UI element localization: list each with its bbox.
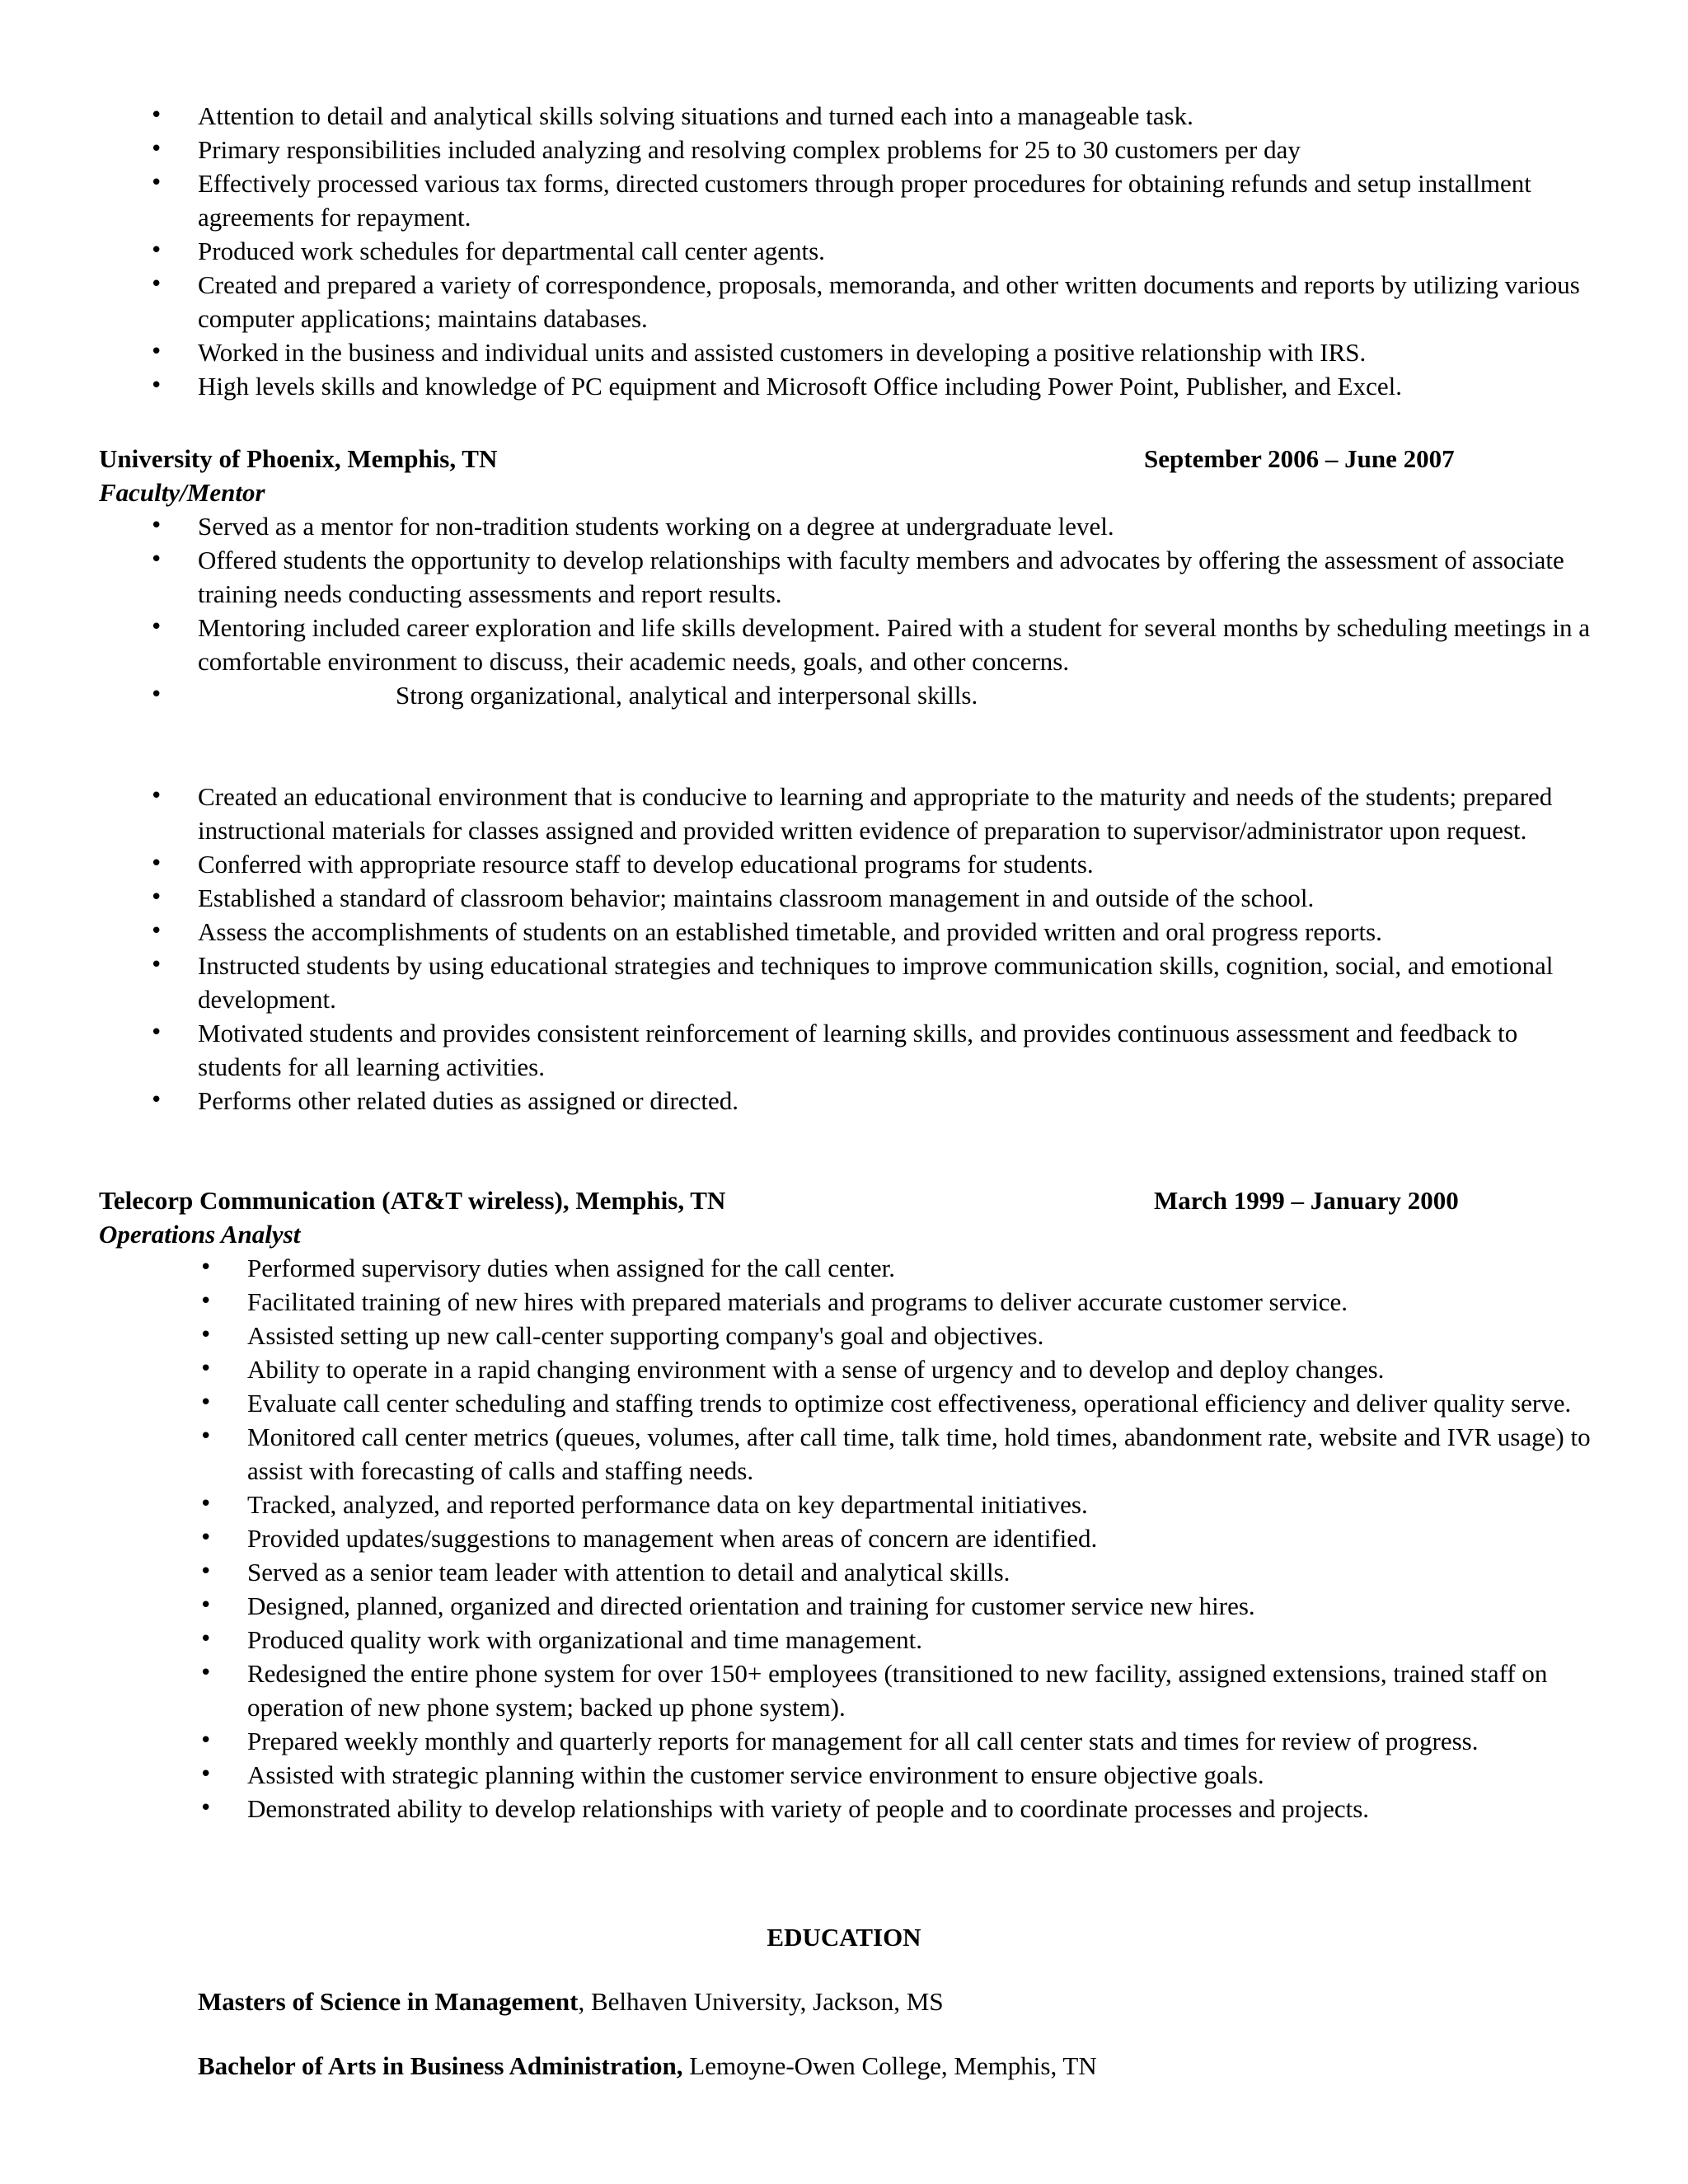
job-header-telecorp	[99, 1183, 1484, 1217]
job-title: Operations Analyst	[99, 1220, 301, 1249]
job-header-phoenix	[99, 442, 1484, 476]
phoenix-teaching-bullet-list	[198, 780, 1599, 1118]
job-title: Faculty/Mentor	[99, 478, 265, 507]
institution-name: Lemoyne-Owen College, Memphis, TN	[682, 2051, 1097, 2080]
list-item: • Produced work schedules for departmental call center agents.	[198, 234, 1599, 268]
list-item: • Mentoring included career exploration and life skills development. Paired with a student for several months by scheduling meetings in a comfortable environment to discuss, their academic needs, goals, and other concerns.	[198, 611, 1599, 678]
list-item: • Instructed students by using educational strategies and techniques to improve communication skills, cognition, social, and emotional development.	[198, 949, 1599, 1016]
list-item: • Evaluate call center scheduling and staffing trends to optimize cost effectiveness, operational efficiency and deliver quality serve.	[247, 1386, 1599, 1420]
phoenix-bullet-list	[198, 509, 1599, 712]
list-item: • Ability to operate in a rapid changing environment with a sense of urgency and to develop and deploy changes.	[247, 1352, 1599, 1386]
list-item: • Created an educational environment that is conducive to learning and appropriate to the maturity and needs of the students; prepared instructional materials for classes assigned and provided written evidence of preparation to supervisor/administrator upon request.	[198, 780, 1599, 847]
list-item: • Performs other related duties as assigned or directed.	[198, 1084, 1599, 1118]
previous-job-bullet-list	[198, 99, 1599, 403]
employment-dates: March 1999 – January 2000	[1154, 1186, 1459, 1215]
employment-dates: September 2006 – June 2007	[1144, 444, 1455, 473]
list-item: • Motivated students and provides consistent reinforcement of learning skills, and provides continuous assessment and feedback to students for all learning activities.	[198, 1016, 1599, 1084]
list-item: • Redesigned the entire phone system for over 150+ employees (transitioned to new facility, assigned extensions, trained staff on operation of new phone system; backed up phone system).	[247, 1657, 1599, 1724]
degree-name: Bachelor of Arts in Business Administration,	[198, 2051, 683, 2080]
list-item-text: Strong organizational, analytical and interpersonal skills.	[396, 681, 978, 710]
list-item: • Effectively processed various tax forms, directed customers through proper procedures for obtaining refunds and setup installment agreements for repayment.	[198, 166, 1599, 234]
list-item: • Tracked, analyzed, and reported performance data on key departmental initiatives.	[247, 1488, 1599, 1521]
list-item: • Primary responsibilities included analyzing and resolving complex problems for 25 to 30 customers per day	[198, 133, 1599, 166]
list-item	[198, 678, 1599, 712]
employer-name: University of Phoenix, Memphis, TN	[99, 444, 498, 473]
list-item: • Conferred with appropriate resource staff to develop educational programs for students.	[198, 847, 1599, 881]
list-item: • Prepared weekly monthly and quarterly reports for management for all call center stats and times for review of progress.	[247, 1724, 1599, 1758]
list-item: • Established a standard of classroom behavior; maintains classroom management in and outside of the school.	[198, 881, 1599, 915]
list-item: • Offered students the opportunity to develop relationships with faculty members and advocates by offering the assessment of associate training needs conducting assessments and report results.	[198, 543, 1599, 611]
list-item: • Created and prepared a variety of correspondence, proposals, memoranda, and other written documents and reports by utilizing various computer applications; maintains databases.	[198, 268, 1599, 335]
list-item: • Attention to detail and analytical skills solving situations and turned each into a manageable task.	[198, 99, 1599, 133]
list-item: • Demonstrated ability to develop relationships with variety of people and to coordinate processes and projects.	[247, 1792, 1599, 1825]
list-item: • Assisted with strategic planning within the customer service environment to ensure objective goals.	[247, 1758, 1599, 1792]
list-item: • Assess the accomplishments of students on an established timetable, and provided written and oral progress reports.	[198, 915, 1599, 949]
section-heading-education: EDUCATION	[767, 1923, 921, 1952]
list-item: • Facilitated training of new hires with prepared materials and programs to deliver accurate customer service.	[247, 1285, 1599, 1319]
list-item: • Monitored call center metrics (queues, volumes, after call time, talk time, hold times, abandonment rate, website and IVR usage) to assist with forecasting of calls and staffing needs.	[247, 1420, 1599, 1488]
degree-name: Masters of Science in Management	[198, 1987, 579, 2016]
education-entry	[198, 1985, 944, 2018]
list-item: • Provided updates/suggestions to management when areas of concern are identified.	[247, 1521, 1599, 1555]
list-item: • Produced quality work with organizational and time management.	[247, 1623, 1599, 1657]
employer-name: Telecorp Communication (AT&T wireless), Memphis, TN	[99, 1186, 726, 1215]
list-item: • High levels skills and knowledge of PC equipment and Microsoft Office including Power Point, Publisher, and Excel.	[198, 369, 1599, 403]
education-entry	[198, 2049, 1097, 2083]
list-item: • Worked in the business and individual units and assisted customers in developing a positive relationship with IRS.	[198, 335, 1599, 369]
list-item: • Performed supervisory duties when assigned for the call center.	[247, 1251, 1599, 1285]
institution-name: , Belhaven University, Jackson, MS	[578, 1987, 944, 2016]
list-item: • Served as a mentor for non-tradition students working on a degree at undergraduate level.	[198, 509, 1599, 543]
list-item: • Served as a senior team leader with attention to detail and analytical skills.	[247, 1555, 1599, 1589]
list-item: • Assisted setting up new call-center supporting company's goal and objectives.	[247, 1319, 1599, 1352]
telecorp-bullet-list	[247, 1251, 1599, 1825]
list-item: • Designed, planned, organized and directed orientation and training for customer service new hires.	[247, 1589, 1599, 1623]
